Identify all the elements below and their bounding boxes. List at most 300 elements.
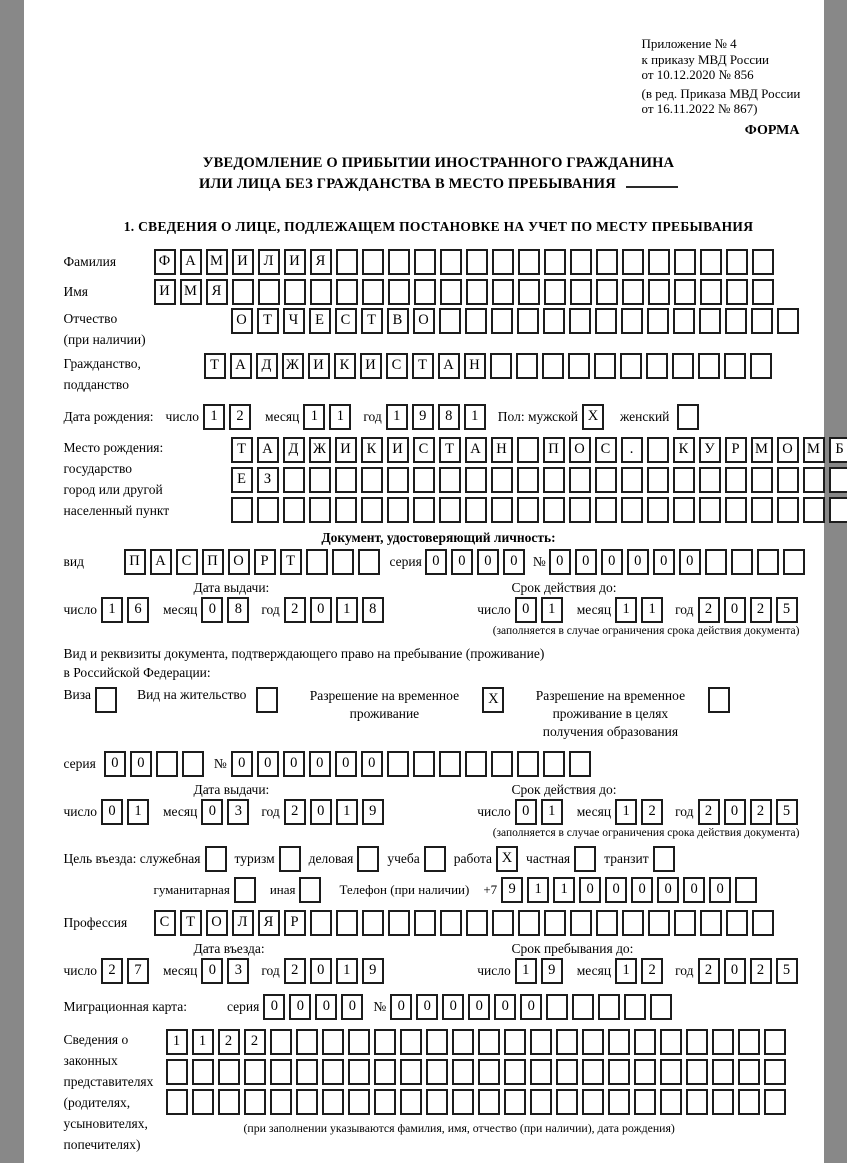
char-cell[interactable]: 1 <box>101 597 123 623</box>
char-cell[interactable] <box>439 497 461 523</box>
char-cell[interactable] <box>596 249 618 275</box>
char-cell[interactable] <box>414 249 436 275</box>
char-cell[interactable]: Т <box>231 437 253 463</box>
char-cell[interactable] <box>738 1089 760 1115</box>
char-cell[interactable]: 3 <box>227 958 249 984</box>
char-cell[interactable]: 1 <box>303 404 325 430</box>
char-cell[interactable] <box>270 1059 292 1085</box>
char-cell[interactable] <box>829 497 847 523</box>
char-cell[interactable]: 0 <box>515 597 537 623</box>
char-cell[interactable] <box>608 1059 630 1085</box>
char-cell[interactable] <box>672 353 694 379</box>
char-cell[interactable] <box>322 1029 344 1055</box>
char-cell[interactable]: Е <box>231 467 253 493</box>
char-cell[interactable] <box>517 467 539 493</box>
char-cell[interactable]: 2 <box>750 958 772 984</box>
char-cell[interactable]: 1 <box>541 799 563 825</box>
char-cell[interactable] <box>413 497 435 523</box>
char-cell[interactable]: 1 <box>166 1029 188 1055</box>
char-cell[interactable] <box>310 279 332 305</box>
char-cell[interactable]: 0 <box>425 549 447 575</box>
char-cell[interactable] <box>751 308 773 334</box>
char-cell[interactable]: 1 <box>386 404 408 430</box>
char-cell[interactable] <box>336 249 358 275</box>
char-cell[interactable]: Д <box>256 353 278 379</box>
char-cell[interactable] <box>491 497 513 523</box>
char-cell[interactable] <box>543 751 565 777</box>
char-cell[interactable]: 1 <box>515 958 537 984</box>
char-cell[interactable] <box>582 1089 604 1115</box>
char-cell[interactable]: 0 <box>310 597 332 623</box>
char-cell[interactable] <box>374 1029 396 1055</box>
char-cell[interactable] <box>750 353 772 379</box>
char-cell[interactable] <box>673 467 695 493</box>
char-cell[interactable]: 0 <box>257 751 279 777</box>
char-cell[interactable]: 0 <box>201 597 223 623</box>
char-cell[interactable]: 1 <box>329 404 351 430</box>
char-cell[interactable]: X <box>496 846 518 872</box>
char-cell[interactable] <box>518 279 540 305</box>
char-cell[interactable]: 0 <box>503 549 525 575</box>
char-cell[interactable] <box>426 1059 448 1085</box>
char-cell[interactable]: 0 <box>315 994 337 1020</box>
char-cell[interactable]: 0 <box>263 994 285 1020</box>
char-cell[interactable] <box>413 751 435 777</box>
char-cell[interactable] <box>751 467 773 493</box>
char-cell[interactable] <box>647 497 669 523</box>
char-cell[interactable]: С <box>413 437 435 463</box>
char-cell[interactable] <box>674 279 696 305</box>
char-cell[interactable] <box>492 249 514 275</box>
char-cell[interactable] <box>348 1059 370 1085</box>
char-cell[interactable] <box>361 497 383 523</box>
char-cell[interactable]: 1 <box>527 877 549 903</box>
char-cell[interactable] <box>517 751 539 777</box>
char-cell[interactable]: 1 <box>336 958 358 984</box>
char-cell[interactable] <box>374 1059 396 1085</box>
char-cell[interactable]: 0 <box>549 549 571 575</box>
char-cell[interactable] <box>465 751 487 777</box>
char-cell[interactable]: М <box>180 279 202 305</box>
char-cell[interactable]: 2 <box>698 799 720 825</box>
char-cell[interactable] <box>362 249 384 275</box>
char-cell[interactable] <box>647 308 669 334</box>
char-cell[interactable] <box>783 549 805 575</box>
char-cell[interactable] <box>620 353 642 379</box>
char-cell[interactable]: П <box>543 437 565 463</box>
char-cell[interactable]: П <box>202 549 224 575</box>
char-cell[interactable] <box>572 994 594 1020</box>
char-cell[interactable]: 6 <box>127 597 149 623</box>
char-cell[interactable] <box>400 1059 422 1085</box>
char-cell[interactable]: 0 <box>390 994 412 1020</box>
char-cell[interactable] <box>648 279 670 305</box>
char-cell[interactable] <box>357 846 379 872</box>
char-cell[interactable] <box>517 437 539 463</box>
char-cell[interactable] <box>570 910 592 936</box>
char-cell[interactable]: 0 <box>201 958 223 984</box>
char-cell[interactable]: 0 <box>494 994 516 1020</box>
char-cell[interactable] <box>582 1029 604 1055</box>
char-cell[interactable]: Т <box>180 910 202 936</box>
char-cell[interactable]: 0 <box>579 877 601 903</box>
char-cell[interactable]: 0 <box>601 549 623 575</box>
char-cell[interactable] <box>478 1029 500 1055</box>
char-cell[interactable] <box>712 1029 734 1055</box>
char-cell[interactable] <box>205 846 227 872</box>
char-cell[interactable] <box>595 308 617 334</box>
char-cell[interactable]: И <box>335 437 357 463</box>
char-cell[interactable]: 0 <box>653 549 675 575</box>
char-cell[interactable]: 2 <box>229 404 251 430</box>
char-cell[interactable] <box>452 1059 474 1085</box>
char-cell[interactable] <box>674 910 696 936</box>
char-cell[interactable] <box>310 910 332 936</box>
char-cell[interactable]: 1 <box>615 958 637 984</box>
char-cell[interactable]: 1 <box>464 404 486 430</box>
char-cell[interactable]: И <box>232 249 254 275</box>
char-cell[interactable]: М <box>206 249 228 275</box>
char-cell[interactable]: И <box>154 279 176 305</box>
char-cell[interactable] <box>335 467 357 493</box>
char-cell[interactable]: . <box>621 437 643 463</box>
char-cell[interactable] <box>686 1089 708 1115</box>
char-cell[interactable] <box>156 751 178 777</box>
char-cell[interactable]: Я <box>258 910 280 936</box>
char-cell[interactable]: Ж <box>309 437 331 463</box>
char-cell[interactable]: 1 <box>615 597 637 623</box>
char-cell[interactable]: М <box>803 437 825 463</box>
char-cell[interactable] <box>504 1059 526 1085</box>
char-cell[interactable] <box>387 467 409 493</box>
char-cell[interactable] <box>231 497 253 523</box>
char-cell[interactable]: С <box>154 910 176 936</box>
char-cell[interactable]: У <box>699 437 721 463</box>
char-cell[interactable]: С <box>595 437 617 463</box>
char-cell[interactable] <box>518 249 540 275</box>
char-cell[interactable] <box>622 279 644 305</box>
char-cell[interactable] <box>803 497 825 523</box>
char-cell[interactable] <box>752 910 774 936</box>
char-cell[interactable] <box>426 1089 448 1115</box>
char-cell[interactable]: 9 <box>362 799 384 825</box>
char-cell[interactable]: 0 <box>310 958 332 984</box>
char-cell[interactable] <box>634 1029 656 1055</box>
char-cell[interactable] <box>712 1059 734 1085</box>
char-cell[interactable] <box>348 1029 370 1055</box>
char-cell[interactable]: Б <box>829 437 847 463</box>
char-cell[interactable]: 1 <box>541 597 563 623</box>
char-cell[interactable] <box>270 1089 292 1115</box>
char-cell[interactable] <box>726 279 748 305</box>
char-cell[interactable] <box>439 751 461 777</box>
char-cell[interactable] <box>673 497 695 523</box>
char-cell[interactable]: Л <box>232 910 254 936</box>
char-cell[interactable] <box>777 497 799 523</box>
char-cell[interactable] <box>700 249 722 275</box>
char-cell[interactable] <box>374 1089 396 1115</box>
char-cell[interactable]: 0 <box>341 994 363 1020</box>
char-cell[interactable]: 0 <box>724 958 746 984</box>
char-cell[interactable] <box>492 910 514 936</box>
char-cell[interactable] <box>731 549 753 575</box>
char-cell[interactable] <box>530 1059 552 1085</box>
char-cell[interactable]: 0 <box>310 799 332 825</box>
char-cell[interactable] <box>182 751 204 777</box>
char-cell[interactable]: А <box>230 353 252 379</box>
char-cell[interactable] <box>256 687 278 713</box>
char-cell[interactable]: 8 <box>438 404 460 430</box>
char-cell[interactable] <box>757 549 779 575</box>
char-cell[interactable]: Т <box>204 353 226 379</box>
char-cell[interactable] <box>336 910 358 936</box>
char-cell[interactable]: 2 <box>218 1029 240 1055</box>
char-cell[interactable]: 0 <box>101 799 123 825</box>
char-cell[interactable]: X <box>582 404 604 430</box>
char-cell[interactable]: О <box>231 308 253 334</box>
char-cell[interactable]: 2 <box>750 597 772 623</box>
char-cell[interactable]: 0 <box>515 799 537 825</box>
char-cell[interactable]: И <box>308 353 330 379</box>
char-cell[interactable]: 8 <box>362 597 384 623</box>
char-cell[interactable] <box>270 1029 292 1055</box>
char-cell[interactable] <box>726 249 748 275</box>
char-cell[interactable] <box>362 910 384 936</box>
char-cell[interactable] <box>530 1089 552 1115</box>
char-cell[interactable] <box>705 549 727 575</box>
char-cell[interactable] <box>725 308 747 334</box>
char-cell[interactable] <box>648 249 670 275</box>
char-cell[interactable] <box>556 1059 578 1085</box>
char-cell[interactable]: Т <box>257 308 279 334</box>
char-cell[interactable]: А <box>180 249 202 275</box>
char-cell[interactable] <box>544 910 566 936</box>
char-cell[interactable] <box>686 1029 708 1055</box>
char-cell[interactable] <box>296 1089 318 1115</box>
char-cell[interactable] <box>624 994 646 1020</box>
char-cell[interactable] <box>542 353 564 379</box>
char-cell[interactable]: К <box>361 437 383 463</box>
char-cell[interactable] <box>452 1089 474 1115</box>
char-cell[interactable] <box>725 467 747 493</box>
char-cell[interactable] <box>388 249 410 275</box>
char-cell[interactable] <box>452 1029 474 1055</box>
char-cell[interactable] <box>673 308 695 334</box>
char-cell[interactable] <box>478 1059 500 1085</box>
char-cell[interactable] <box>336 279 358 305</box>
char-cell[interactable]: И <box>360 353 382 379</box>
char-cell[interactable] <box>582 1059 604 1085</box>
char-cell[interactable] <box>465 308 487 334</box>
char-cell[interactable] <box>569 467 591 493</box>
char-cell[interactable] <box>490 353 512 379</box>
char-cell[interactable] <box>621 467 643 493</box>
char-cell[interactable] <box>648 910 670 936</box>
char-cell[interactable]: 9 <box>541 958 563 984</box>
char-cell[interactable] <box>492 279 514 305</box>
char-cell[interactable]: Н <box>464 353 486 379</box>
char-cell[interactable] <box>735 877 757 903</box>
char-cell[interactable] <box>400 1089 422 1115</box>
char-cell[interactable] <box>517 308 539 334</box>
char-cell[interactable] <box>647 437 669 463</box>
char-cell[interactable]: 0 <box>130 751 152 777</box>
char-cell[interactable] <box>546 994 568 1020</box>
char-cell[interactable] <box>440 910 462 936</box>
char-cell[interactable]: 2 <box>284 597 306 623</box>
char-cell[interactable]: 0 <box>575 549 597 575</box>
char-cell[interactable] <box>677 404 699 430</box>
char-cell[interactable] <box>556 1029 578 1055</box>
char-cell[interactable] <box>574 846 596 872</box>
char-cell[interactable] <box>751 497 773 523</box>
char-cell[interactable] <box>700 279 722 305</box>
char-cell[interactable] <box>244 1059 266 1085</box>
char-cell[interactable]: 0 <box>631 877 653 903</box>
char-cell[interactable]: 0 <box>724 597 746 623</box>
char-cell[interactable] <box>699 497 721 523</box>
char-cell[interactable]: С <box>176 549 198 575</box>
char-cell[interactable]: 5 <box>776 958 798 984</box>
char-cell[interactable]: 0 <box>283 751 305 777</box>
char-cell[interactable]: О <box>228 549 250 575</box>
char-cell[interactable] <box>647 467 669 493</box>
char-cell[interactable] <box>596 279 618 305</box>
char-cell[interactable] <box>192 1089 214 1115</box>
char-cell[interactable]: 0 <box>361 751 383 777</box>
char-cell[interactable]: 2 <box>101 958 123 984</box>
char-cell[interactable] <box>596 910 618 936</box>
char-cell[interactable]: 0 <box>231 751 253 777</box>
char-cell[interactable]: В <box>387 308 409 334</box>
char-cell[interactable]: 2 <box>698 958 720 984</box>
char-cell[interactable] <box>752 279 774 305</box>
char-cell[interactable] <box>712 1089 734 1115</box>
char-cell[interactable] <box>257 497 279 523</box>
char-cell[interactable] <box>543 497 565 523</box>
char-cell[interactable] <box>414 910 436 936</box>
char-cell[interactable]: 8 <box>227 597 249 623</box>
char-cell[interactable] <box>674 249 696 275</box>
char-cell[interactable]: А <box>257 437 279 463</box>
char-cell[interactable] <box>244 1089 266 1115</box>
char-cell[interactable]: 1 <box>203 404 225 430</box>
char-cell[interactable]: 1 <box>336 799 358 825</box>
char-cell[interactable] <box>764 1059 786 1085</box>
char-cell[interactable] <box>803 467 825 493</box>
char-cell[interactable]: 0 <box>605 877 627 903</box>
char-cell[interactable]: Л <box>258 249 280 275</box>
char-cell[interactable] <box>569 497 591 523</box>
char-cell[interactable] <box>708 687 730 713</box>
char-cell[interactable] <box>361 467 383 493</box>
char-cell[interactable]: 2 <box>641 958 663 984</box>
char-cell[interactable]: Р <box>725 437 747 463</box>
char-cell[interactable] <box>258 279 280 305</box>
char-cell[interactable] <box>543 308 565 334</box>
char-cell[interactable] <box>466 249 488 275</box>
char-cell[interactable]: О <box>777 437 799 463</box>
char-cell[interactable] <box>440 249 462 275</box>
char-cell[interactable] <box>414 279 436 305</box>
char-cell[interactable] <box>166 1059 188 1085</box>
char-cell[interactable] <box>698 353 720 379</box>
char-cell[interactable] <box>232 279 254 305</box>
char-cell[interactable]: Н <box>491 437 513 463</box>
char-cell[interactable] <box>738 1029 760 1055</box>
char-cell[interactable]: Я <box>310 249 332 275</box>
char-cell[interactable] <box>764 1089 786 1115</box>
char-cell[interactable] <box>608 1089 630 1115</box>
char-cell[interactable] <box>738 1059 760 1085</box>
char-cell[interactable] <box>608 1029 630 1055</box>
char-cell[interactable] <box>358 549 380 575</box>
char-cell[interactable] <box>516 353 538 379</box>
char-cell[interactable] <box>726 910 748 936</box>
char-cell[interactable] <box>166 1089 188 1115</box>
char-cell[interactable] <box>296 1059 318 1085</box>
char-cell[interactable] <box>309 497 331 523</box>
char-cell[interactable]: И <box>284 249 306 275</box>
char-cell[interactable] <box>306 549 328 575</box>
char-cell[interactable] <box>544 279 566 305</box>
char-cell[interactable]: 0 <box>679 549 701 575</box>
char-cell[interactable] <box>424 846 446 872</box>
char-cell[interactable]: Ч <box>283 308 305 334</box>
char-cell[interactable] <box>725 497 747 523</box>
char-cell[interactable] <box>362 279 384 305</box>
char-cell[interactable] <box>530 1029 552 1055</box>
char-cell[interactable] <box>568 353 590 379</box>
char-cell[interactable] <box>426 1029 448 1055</box>
char-cell[interactable] <box>332 549 354 575</box>
char-cell[interactable] <box>218 1089 240 1115</box>
char-cell[interactable] <box>622 910 644 936</box>
char-cell[interactable] <box>570 249 592 275</box>
char-cell[interactable]: 0 <box>477 549 499 575</box>
char-cell[interactable] <box>595 467 617 493</box>
char-cell[interactable]: 1 <box>553 877 575 903</box>
char-cell[interactable] <box>466 279 488 305</box>
char-cell[interactable]: Д <box>283 437 305 463</box>
char-cell[interactable]: 0 <box>442 994 464 1020</box>
char-cell[interactable]: 0 <box>724 799 746 825</box>
char-cell[interactable]: 0 <box>104 751 126 777</box>
char-cell[interactable]: 0 <box>657 877 679 903</box>
char-cell[interactable] <box>594 353 616 379</box>
char-cell[interactable] <box>544 249 566 275</box>
char-cell[interactable] <box>660 1089 682 1115</box>
char-cell[interactable]: 9 <box>501 877 523 903</box>
char-cell[interactable] <box>491 308 513 334</box>
char-cell[interactable]: 0 <box>335 751 357 777</box>
char-cell[interactable] <box>440 279 462 305</box>
char-cell[interactable] <box>465 497 487 523</box>
char-cell[interactable]: 9 <box>362 958 384 984</box>
char-cell[interactable] <box>279 846 301 872</box>
char-cell[interactable]: 0 <box>520 994 542 1020</box>
char-cell[interactable] <box>699 467 721 493</box>
char-cell[interactable]: 1 <box>127 799 149 825</box>
char-cell[interactable] <box>752 249 774 275</box>
char-cell[interactable]: Р <box>254 549 276 575</box>
char-cell[interactable] <box>388 279 410 305</box>
char-cell[interactable]: 5 <box>776 799 798 825</box>
char-cell[interactable] <box>491 751 513 777</box>
char-cell[interactable] <box>283 497 305 523</box>
char-cell[interactable]: 0 <box>201 799 223 825</box>
char-cell[interactable] <box>348 1089 370 1115</box>
